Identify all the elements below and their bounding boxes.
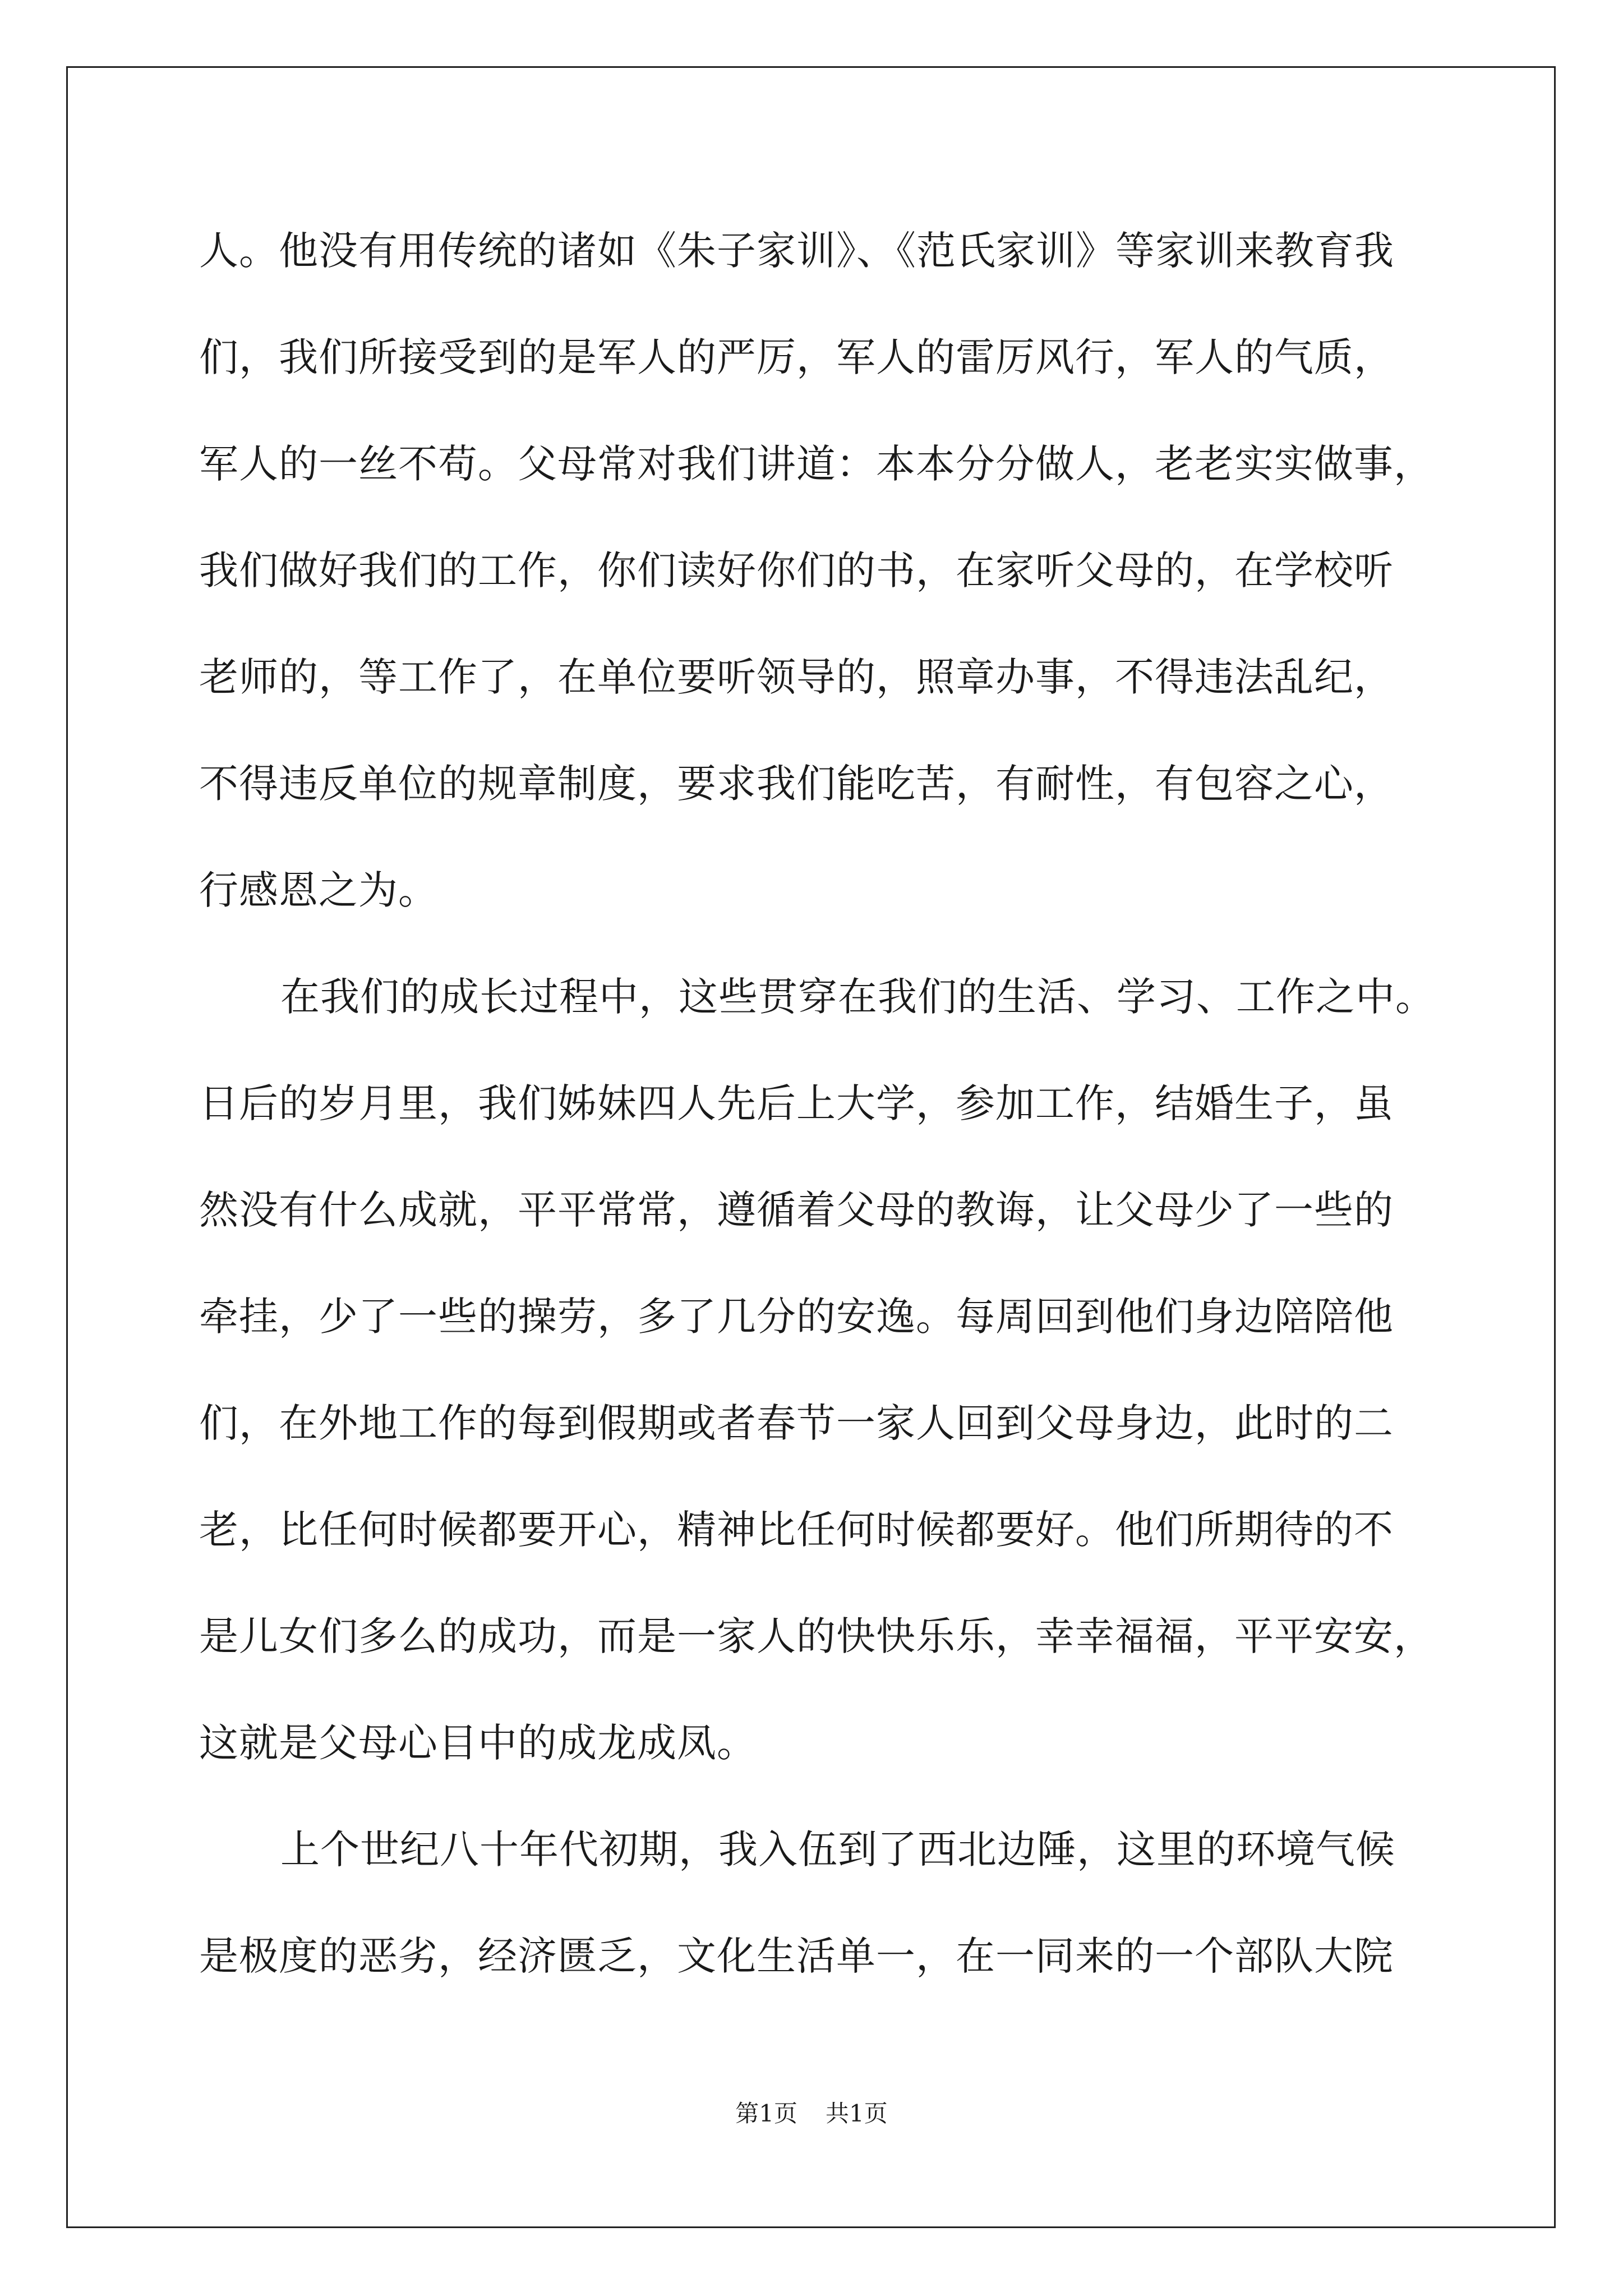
page-footer (0, 2095, 1623, 2129)
text-line: 人。他没有用传统的诸如《朱子家训》、《范氏家训》等家训来教育我 (199, 228, 1394, 274)
text-line: 这就是父母心目中的成龙成凤。 (199, 1720, 757, 1766)
text-line: 是儿女们多么的成功，而是一家人的快快乐乐，幸幸福福，平平安安， (199, 1613, 1433, 1659)
text-line: 老师的，等工作了，在单位要听领导的，照章办事，不得违法乱纪， (199, 654, 1394, 700)
text-line: 不得违反单位的规章制度，要求我们能吃苦，有耐性，有包容之心， (199, 761, 1394, 807)
text-line: 牵挂，少了一些的操劳，多了几分的安逸。每周回到他们身边陪陪他 (199, 1294, 1394, 1340)
text-line: 们，我们所接受到的是军人的严厉，军人的雷厉风行，军人的气质， (199, 334, 1394, 380)
text-line: 日后的岁月里，我们姊妹四人先后上大学，参加工作，结婚生子，虽 (199, 1080, 1394, 1126)
text-line: 军人的一丝不苟。父母常对我们讲道：本本分分做人，老老实实做事， (199, 441, 1433, 487)
text-line: 行感恩之为。 (199, 867, 438, 913)
page-number: 第1页 (735, 2100, 797, 2127)
paragraph-first-line: 上个世纪八十年代初期，我入伍到了西北边陲，这里的环境气候 (280, 1826, 1395, 1872)
paragraph-first-line: 在我们的成长过程中，这些贯穿在我们的生活、学习、工作之中。 (280, 974, 1435, 1020)
document-body (199, 218, 1461, 2030)
page-total: 共1页 (826, 2100, 888, 2127)
text-line: 老，比任何时候都要开心，精神比任何时候都要好。他们所期待的不 (199, 1507, 1394, 1553)
text-line: 是极度的恶劣，经济匮乏，文化生活单一，在一同来的一个部队大院 (199, 1933, 1394, 1979)
text-line: 然没有什么成就，平平常常，遵循着父母的教诲，让父母少了一些的 (199, 1187, 1394, 1233)
text-line: 们，在外地工作的每到假期或者春节一家人回到父母身边，此时的二 (199, 1400, 1394, 1446)
text-line: 我们做好我们的工作，你们读好你们的书，在家听父母的，在学校听 (199, 547, 1394, 593)
